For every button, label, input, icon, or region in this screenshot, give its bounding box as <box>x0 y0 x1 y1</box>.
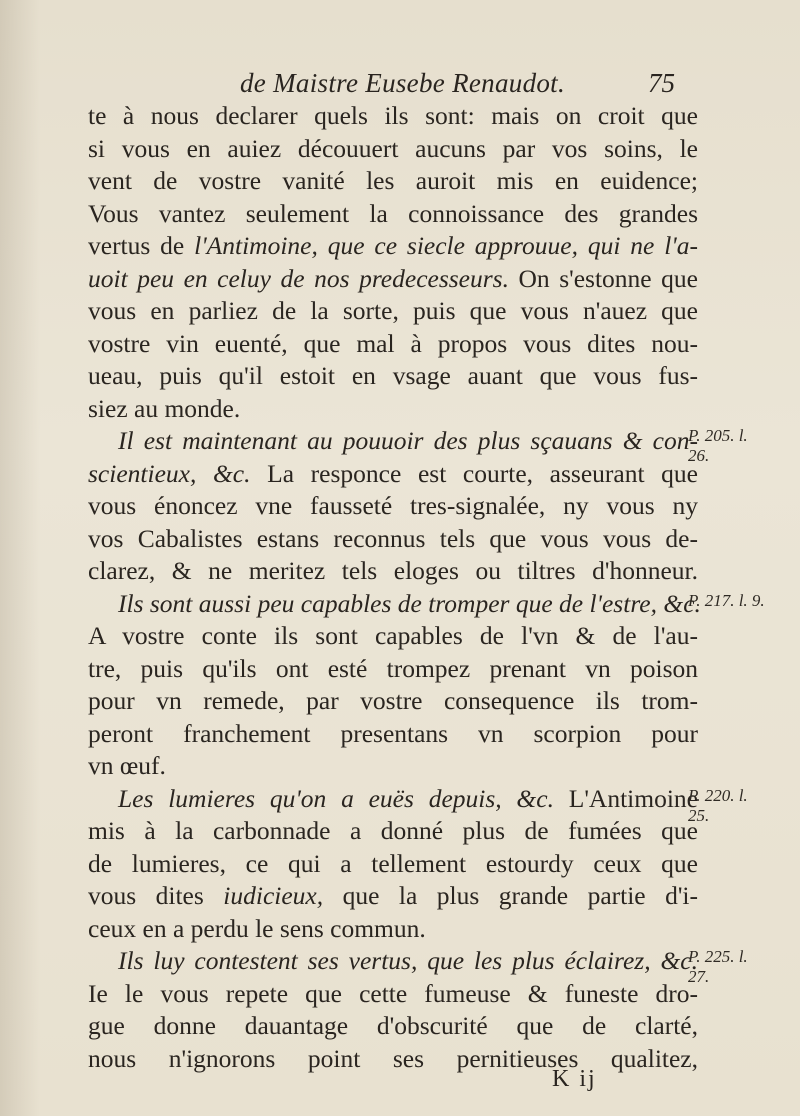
text-segment: nous n'ignorons point ses pernitieuses qualitez, <box>88 1043 698 1073</box>
text-segment: On s'estonne que <box>508 263 698 293</box>
text-segment: que la plus grande partie d'i- <box>323 881 699 910</box>
body-text <box>88 100 701 1075</box>
text-segment: siez au monde. <box>88 393 241 423</box>
text-segment: peront franchement presentans vn scorpion pour <box>88 718 698 748</box>
text-line <box>88 360 698 393</box>
text-line <box>88 230 698 263</box>
margin-note: P. 217. l. 9. <box>688 591 765 610</box>
text-segment: vous dites <box>88 881 224 910</box>
text-line <box>88 295 698 328</box>
text-line <box>88 1043 698 1076</box>
text-line <box>88 913 698 946</box>
text-segment: si vous en auiez découuert aucuns par vos soins, le <box>88 133 698 163</box>
text-segment: pour vn remede, par vostre consequence ils trom- <box>88 686 698 715</box>
text-line <box>88 263 698 296</box>
italic-quote: Ils luy contestent ses vertus, que les plus éclairez, &c. <box>118 946 698 975</box>
text-segment: de lumieres, ce qui a tellement estourdy ceux que <box>88 848 698 878</box>
text-segment: vertus de <box>88 231 195 260</box>
margin-note: P. 220. l. 25. <box>688 786 748 825</box>
text-segment: tre, puis qu'ils ont esté trompez prenant vn poison <box>88 653 698 683</box>
text-segment: gue donne dauantage d'obscurité que de clarté, <box>88 1011 698 1040</box>
text-line <box>88 458 698 491</box>
text-line <box>88 945 698 978</box>
text-line <box>88 815 698 848</box>
italic-quote: uoit peu en celuy de nos predecesseurs. <box>88 263 509 293</box>
text-segment: mis à la carbonnade a donné plus de fumées que <box>88 816 698 845</box>
text-segment: vos Cabalistes estans reconnus tels que vous vous de- <box>88 523 698 553</box>
text-line <box>88 165 698 198</box>
text-segment: Vous vantez seulement la connoissance des grandes <box>88 198 698 228</box>
text-segment: ueau, puis qu'il estoit en vsage auant que vous fus- <box>88 361 698 390</box>
text-line <box>88 620 698 653</box>
text-line <box>88 133 698 166</box>
italic-quote: Les lumieres qu'on a euës depuis, &c. <box>118 783 554 813</box>
text-line <box>88 685 698 718</box>
italic-quote: scientieux, &c. <box>88 458 251 488</box>
text-segment: vostre vin euenté, que mal à propos vous dites nou- <box>88 328 698 358</box>
text-line <box>88 750 698 783</box>
text-line <box>88 425 698 458</box>
text-line <box>88 718 698 751</box>
text-line <box>88 555 698 588</box>
text-segment: Ie le vous repete que cette fumeuse & funeste dro- <box>88 978 698 1008</box>
text-segment: L'Antimoine <box>553 783 698 813</box>
text-line <box>88 653 698 686</box>
text-line <box>88 978 698 1011</box>
text-segment: A vostre conte ils sont capables de l'vn & de l'au- <box>88 621 698 650</box>
text-line <box>88 1010 698 1043</box>
italic-quote: l'Antimoine, que ce siecle approuue, qui ne l'a- <box>194 231 698 260</box>
margin-note: P. 225. l. 27. <box>688 947 748 986</box>
text-segment: vent de vostre vanité les auroit mis en euidence; <box>88 166 698 195</box>
running-head: de Maistre Eusebe Renaudot. <box>240 68 566 98</box>
text-line <box>88 328 698 361</box>
text-segment: vous en parliez de la sorte, puis que vous n'auez que <box>88 296 698 325</box>
text-line <box>88 783 698 816</box>
italic-quote: iudicieux, <box>223 881 324 910</box>
signature-mark: K ij <box>552 1066 597 1092</box>
text-segment: ceux en a perdu le sens commun. <box>88 913 426 943</box>
italic-quote: Il est maintenant au pouuoir des plus sçauans & con- <box>118 426 698 455</box>
text-line <box>88 880 698 913</box>
text-line <box>88 848 698 881</box>
page-number: 75 <box>648 68 675 98</box>
text-segment: clarez, & ne meritez tels eloges ou tiltres d'honneur. <box>88 556 698 585</box>
text-line <box>88 198 698 231</box>
italic-quote: Ils sont aussi peu capables de tromper que de l'estre, &c. <box>118 588 701 618</box>
text-segment: te à nous declarer quels ils sont: mais on croit que <box>88 101 698 130</box>
margin-note: P. 205. l. 26. <box>688 426 748 465</box>
text-line <box>88 490 698 523</box>
page-header <box>0 68 800 102</box>
text-line <box>88 393 698 426</box>
text-segment: La responce est courte, asseurant que <box>250 458 698 488</box>
text-line <box>88 523 698 556</box>
text-segment: vous énoncez vne fausseté tres-signalée, ny vous ny <box>88 491 698 520</box>
text-line <box>88 100 698 133</box>
text-line <box>88 588 701 621</box>
text-segment: vn œuf. <box>88 751 166 780</box>
